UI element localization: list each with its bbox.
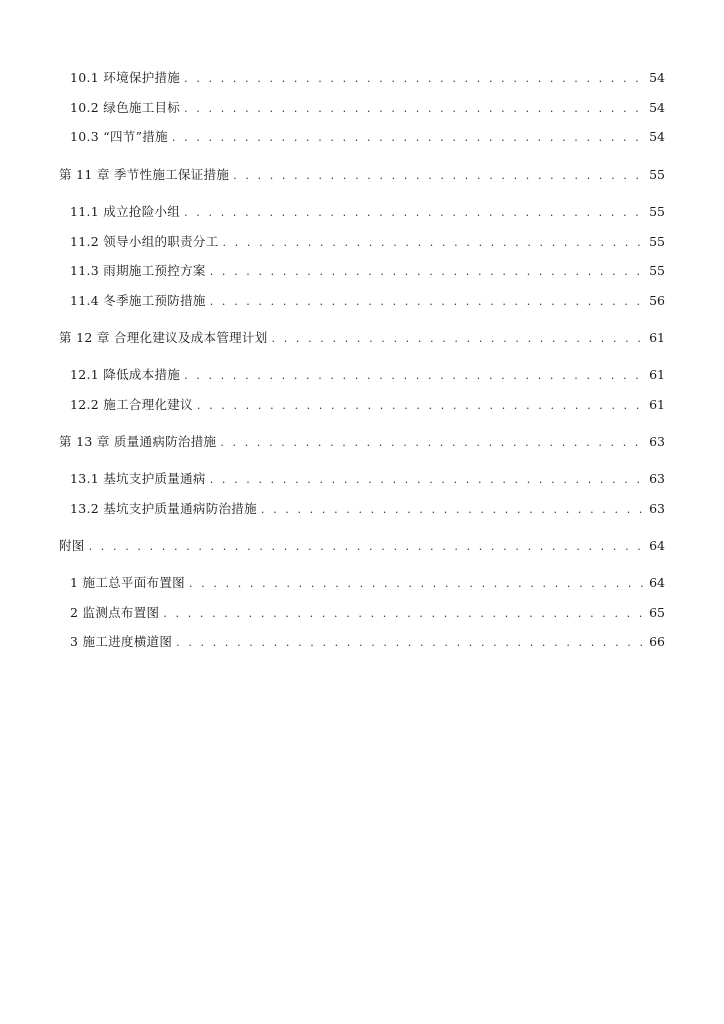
toc-entry-page: 55 [649,234,665,249]
toc-dot-leader [233,168,645,184]
toc-entry-11-1[interactable] [70,204,665,221]
toc-entry-page: 61 [649,397,665,412]
toc-entry-page: 63 [649,471,665,486]
toc-entry-12-2[interactable] [70,397,665,414]
toc-entry-title: 10.2 绿色施工目标 [70,100,181,115]
toc-dot-leader [184,101,645,117]
toc-entry-title: 11.4 冬季施工预防措施 [70,293,206,308]
toc-entry-chapter-12[interactable] [59,330,665,347]
toc-entry-13-2[interactable] [70,501,665,518]
toc-entry-title: 13.2 基坑支护质量通病防治措施 [70,501,257,516]
toc-dot-leader [210,294,645,310]
toc-dot-leader [184,71,645,87]
toc-entry-title: 12.1 降低成本措施 [70,367,181,382]
toc-entry-10-1[interactable] [70,70,665,87]
toc-entry-title: 12.2 施工合理化建议 [70,397,193,412]
toc-dot-leader [220,435,645,451]
toc-entry-11-4[interactable] [70,293,665,310]
toc-entry-title: 11.2 领导小组的职责分工 [70,234,219,249]
toc-dot-leader [189,576,645,592]
toc-dot-leader [272,331,645,347]
toc-dot-leader [210,264,645,280]
toc-entry-page: 66 [649,634,665,649]
toc-entry-title: 3 施工进度横道图 [70,634,173,649]
toc-entry-page: 61 [649,330,665,345]
toc-entry-page: 63 [649,501,665,516]
toc-entry-10-2[interactable] [70,100,665,117]
toc-entry-title: 10.1 环境保护措施 [70,70,181,85]
toc-entry-title: 第 13 章 质量通病防治措施 [59,434,217,449]
toc-entry-title: 11.1 成立抢险小组 [70,204,181,219]
toc-dot-leader [176,635,645,651]
toc-entry-11-2[interactable] [70,234,665,251]
toc-entry-appendix[interactable] [59,538,665,555]
toc-entry-page: 65 [649,605,665,620]
toc-entry-10-3[interactable] [70,129,665,146]
toc-entry-13-1[interactable] [70,471,665,488]
toc-entry-title: 10.3 “四节”措施 [70,129,168,144]
toc-entry-title: 第 12 章 合理化建议及成本管理计划 [59,330,268,345]
toc-entry-appendix-3[interactable] [70,634,665,651]
toc-dot-leader [261,502,645,518]
toc-entry-title: 2 监测点布置图 [70,605,160,620]
toc-entry-title: 11.3 雨期施工预控方案 [70,263,206,278]
toc-entry-page: 64 [649,575,665,590]
toc-entry-12-1[interactable] [70,367,665,384]
toc-dot-leader [184,368,645,384]
toc-entry-page: 55 [649,263,665,278]
toc-entry-title: 第 11 章 季节性施工保证措施 [59,167,230,182]
toc-entry-page: 55 [649,204,665,219]
toc-entry-page: 64 [649,538,665,553]
toc-entry-appendix-1[interactable] [70,575,665,592]
toc-dot-leader [197,398,645,414]
toc-dot-leader [163,606,645,622]
toc-dot-leader [223,235,645,251]
toc-entry-page: 55 [649,167,665,182]
toc-entry-appendix-2[interactable] [70,605,665,622]
toc-entry-page: 54 [649,100,665,115]
toc-dot-leader [184,205,645,221]
toc-entry-title: 13.1 基坑支护质量通病 [70,471,206,486]
toc-dot-leader [210,472,645,488]
toc-entry-chapter-13[interactable] [59,434,665,451]
toc-entry-page: 56 [649,293,665,308]
toc-entry-title: 1 施工总平面布置图 [70,575,185,590]
toc-entry-page: 54 [649,129,665,144]
toc-entry-chapter-11[interactable] [59,167,665,184]
toc-entry-title: 附图 [59,538,85,553]
toc-dot-leader [172,130,645,146]
toc-entry-11-3[interactable] [70,263,665,280]
toc-entry-page: 63 [649,434,665,449]
toc-entry-page: 61 [649,367,665,382]
toc-dot-leader [89,539,645,555]
toc-entry-page: 54 [649,70,665,85]
